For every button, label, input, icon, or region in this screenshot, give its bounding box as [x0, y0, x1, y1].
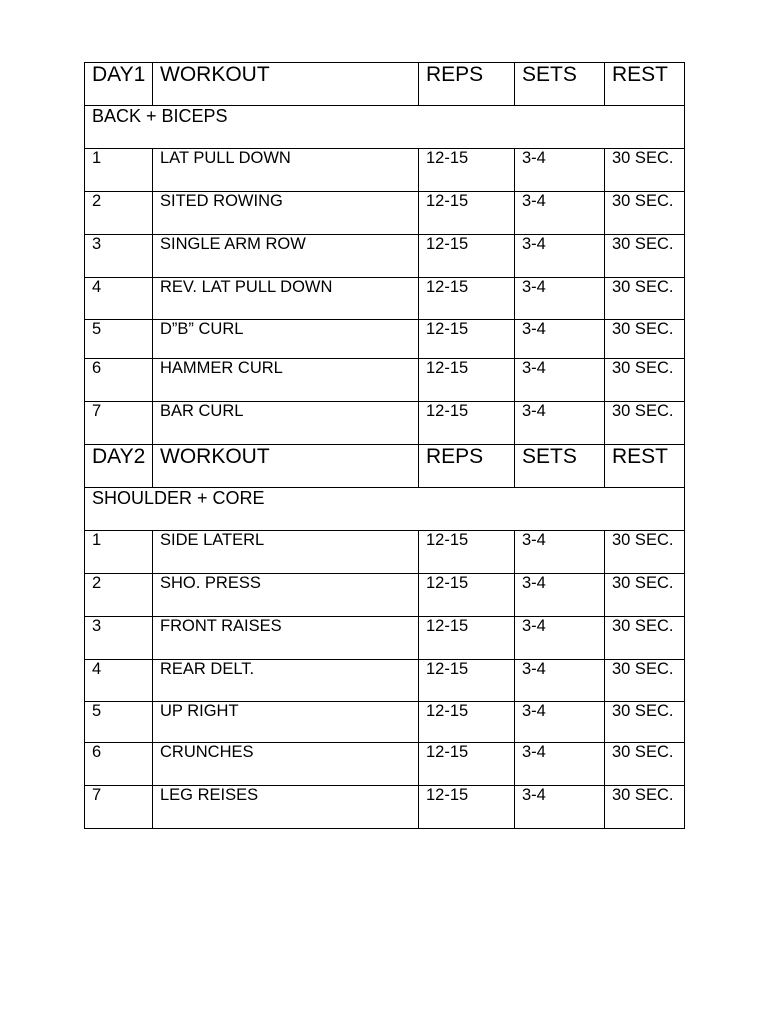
- exercise-rest: 30 SEC.: [605, 743, 685, 786]
- table-row: [85, 359, 685, 402]
- exercise-sets: 3-4: [515, 617, 605, 660]
- exercise-name: BAR CURL: [153, 402, 419, 445]
- muscle-group-label: BACK + BICEPS: [85, 106, 685, 149]
- exercise-sets: 3-4: [515, 574, 605, 617]
- exercise-rest: 30 SEC.: [605, 320, 685, 359]
- table-row: [85, 278, 685, 320]
- day2-header-row: [85, 445, 685, 488]
- table-row: [85, 531, 685, 574]
- exercise-reps: 12-15: [419, 743, 515, 786]
- exercise-rest: 30 SEC.: [605, 149, 685, 192]
- table-row: [85, 702, 685, 743]
- day1-header-row: [85, 63, 685, 106]
- table-row: [85, 235, 685, 278]
- exercise-number: 6: [85, 743, 153, 786]
- workout-table: [84, 62, 685, 829]
- exercise-name: SIDE LATERL: [153, 531, 419, 574]
- exercise-reps: 12-15: [419, 359, 515, 402]
- day2-group-row: [85, 488, 685, 531]
- exercise-name: CRUNCHES: [153, 743, 419, 786]
- exercise-sets: 3-4: [515, 192, 605, 235]
- exercise-rest: 30 SEC.: [605, 531, 685, 574]
- table-row: [85, 660, 685, 702]
- table-row: [85, 320, 685, 359]
- exercise-name: D”B” CURL: [153, 320, 419, 359]
- exercise-number: 7: [85, 402, 153, 445]
- sets-header: SETS: [515, 63, 605, 106]
- exercise-rest: 30 SEC.: [605, 192, 685, 235]
- workout-header: WORKOUT: [153, 445, 419, 488]
- exercise-name: UP RIGHT: [153, 702, 419, 743]
- exercise-sets: 3-4: [515, 660, 605, 702]
- exercise-name: HAMMER CURL: [153, 359, 419, 402]
- exercise-name: LAT PULL DOWN: [153, 149, 419, 192]
- exercise-sets: 3-4: [515, 320, 605, 359]
- exercise-rest: 30 SEC.: [605, 278, 685, 320]
- exercise-number: 3: [85, 617, 153, 660]
- reps-header: REPS: [419, 63, 515, 106]
- exercise-reps: 12-15: [419, 617, 515, 660]
- rest-header: REST: [605, 63, 685, 106]
- table-row: [85, 149, 685, 192]
- exercise-name: SITED ROWING: [153, 192, 419, 235]
- table-row: [85, 786, 685, 829]
- exercise-reps: 12-15: [419, 402, 515, 445]
- exercise-sets: 3-4: [515, 402, 605, 445]
- exercise-number: 2: [85, 574, 153, 617]
- exercise-rest: 30 SEC.: [605, 660, 685, 702]
- exercise-name: FRONT RAISES: [153, 617, 419, 660]
- workout-header: WORKOUT: [153, 63, 419, 106]
- exercise-number: 6: [85, 359, 153, 402]
- exercise-reps: 12-15: [419, 574, 515, 617]
- exercise-sets: 3-4: [515, 149, 605, 192]
- rest-header: REST: [605, 445, 685, 488]
- exercise-rest: 30 SEC.: [605, 786, 685, 829]
- table-row: [85, 192, 685, 235]
- exercise-name: LEG REISES: [153, 786, 419, 829]
- day-label: DAY1: [85, 63, 153, 106]
- exercise-reps: 12-15: [419, 702, 515, 743]
- exercise-sets: 3-4: [515, 278, 605, 320]
- table-row: [85, 743, 685, 786]
- exercise-rest: 30 SEC.: [605, 617, 685, 660]
- exercise-number: 4: [85, 660, 153, 702]
- sets-header: SETS: [515, 445, 605, 488]
- exercise-sets: 3-4: [515, 531, 605, 574]
- exercise-rest: 30 SEC.: [605, 402, 685, 445]
- exercise-rest: 30 SEC.: [605, 359, 685, 402]
- exercise-number: 7: [85, 786, 153, 829]
- exercise-reps: 12-15: [419, 278, 515, 320]
- exercise-sets: 3-4: [515, 743, 605, 786]
- exercise-number: 4: [85, 278, 153, 320]
- exercise-rest: 30 SEC.: [605, 574, 685, 617]
- exercise-reps: 12-15: [419, 192, 515, 235]
- workout-table-body: [85, 63, 685, 829]
- exercise-name: REAR DELT.: [153, 660, 419, 702]
- exercise-name: SINGLE ARM ROW: [153, 235, 419, 278]
- table-row: [85, 402, 685, 445]
- table-row: [85, 574, 685, 617]
- exercise-name: SHO. PRESS: [153, 574, 419, 617]
- exercise-sets: 3-4: [515, 702, 605, 743]
- exercise-number: 1: [85, 531, 153, 574]
- table-row: [85, 617, 685, 660]
- exercise-number: 3: [85, 235, 153, 278]
- exercise-number: 2: [85, 192, 153, 235]
- day-label: DAY2: [85, 445, 153, 488]
- day1-group-row: [85, 106, 685, 149]
- exercise-sets: 3-4: [515, 786, 605, 829]
- exercise-sets: 3-4: [515, 235, 605, 278]
- exercise-reps: 12-15: [419, 531, 515, 574]
- exercise-reps: 12-15: [419, 235, 515, 278]
- exercise-reps: 12-15: [419, 786, 515, 829]
- exercise-reps: 12-15: [419, 149, 515, 192]
- exercise-number: 1: [85, 149, 153, 192]
- exercise-reps: 12-15: [419, 320, 515, 359]
- exercise-number: 5: [85, 320, 153, 359]
- reps-header: REPS: [419, 445, 515, 488]
- exercise-number: 5: [85, 702, 153, 743]
- exercise-reps: 12-15: [419, 660, 515, 702]
- exercise-rest: 30 SEC.: [605, 235, 685, 278]
- muscle-group-label: SHOULDER + CORE: [85, 488, 685, 531]
- exercise-rest: 30 SEC.: [605, 702, 685, 743]
- exercise-name: REV. LAT PULL DOWN: [153, 278, 419, 320]
- exercise-sets: 3-4: [515, 359, 605, 402]
